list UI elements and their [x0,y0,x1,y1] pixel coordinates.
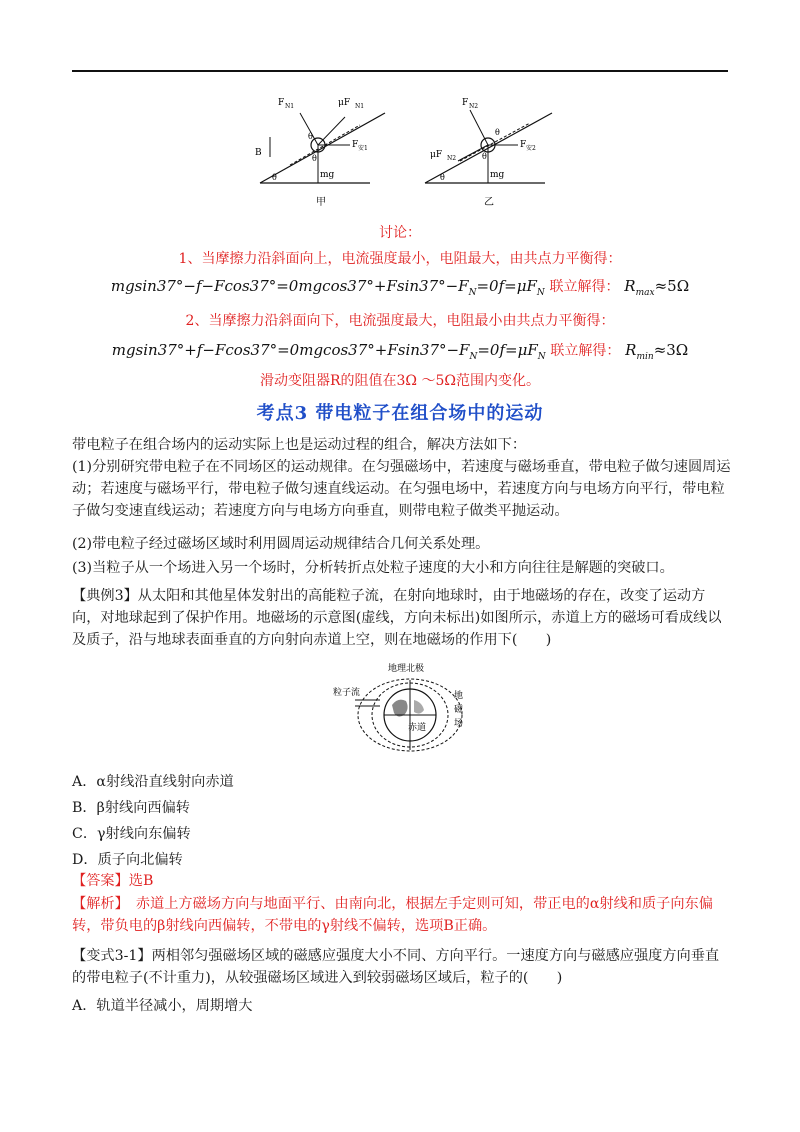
field-label-3: 场 [454,719,464,729]
answer-tag: 【答案】 [72,873,129,889]
fan2-sub: 安2 [526,145,536,152]
option-b: B．β射线向西偏转 [72,800,190,816]
fan1-sub: 安1 [358,145,368,152]
caption-yi: 乙 [484,197,494,208]
mg-yi: mg [490,170,505,180]
case2-result-val: ≈3Ω [653,341,689,359]
case1-equation [0,276,800,298]
fan1-label: F [352,140,359,150]
case2-eq-sub2: N [537,352,546,362]
case2-label: 2、当摩擦力沿斜面向下，电流强度最大，电阻最小由共点力平衡得： [185,313,615,329]
case1-result: R [624,277,636,295]
answer-line [72,870,153,890]
analysis-paragraph [72,893,732,937]
variant-option-a: A．轨道半径减小，周期增大 [72,998,253,1014]
equator-label: 赤道 [408,723,427,733]
theta-top-yi: θ [495,128,500,137]
mu1-label: μF [338,98,351,108]
fn1-label: F [278,98,285,108]
answer-text: 选B [128,873,154,889]
theta-mid-jia: θ [312,154,317,163]
case1-eq-main: mgsin37°−f−Fcos37°=0mgcos37°+Fsin37°−F [110,277,469,295]
case1-result-sub: max [635,288,655,298]
case2-result: R [625,341,637,359]
point-1: (1)分别研究带电粒子在不同场区的运动规律。在匀强磁场中，若速度与磁场垂直，带电粒子做匀速圆周运动；若速度与磁场平行，带电粒子做匀速直线运动。在匀强电场中，若速度方向与电场方向平行，带电粒子做匀变速直线运动；若速度方向与电场方向垂直，则带电粒子做类平抛运动。 [72,459,731,519]
north-pole-label: 地理北极 [388,664,425,674]
case1-eq-sub2: N [536,288,545,298]
theta-top-jia: θ [308,132,313,141]
b-label: B [255,148,262,158]
header-rule [72,70,728,72]
incline-figure-jia [250,95,390,210]
case1-label: 1、当摩擦力沿斜面向上，电流强度最小，电阻最大，由共点力平衡得： [178,251,622,267]
case2-eq-tail: =0f=μF [477,341,538,359]
fn2-sub: N2 [469,103,479,110]
case2-result-sub: min [636,352,654,362]
option-d: D．质子向北偏转 [72,852,183,868]
mu1-sub: N1 [355,103,365,110]
case2-eq-sub1: N [469,352,478,362]
fan2-label: F [520,140,527,150]
case1-eq-sub1: N [468,288,477,298]
mu2-sub: N2 [447,155,457,162]
theta-base-jia: θ [272,173,277,182]
fn2-label: F [462,98,469,108]
case2-join: 联立解得： [550,343,621,359]
field-label-1: 地 [454,691,464,701]
option-c: C．γ射线向东偏转 [72,826,191,842]
conclusion: 滑动变阻器R的阻值在3Ω ～5Ω范围内变化。 [259,373,541,389]
intro-paragraph: 带电粒子在组合场内的运动实际上也是运动过程的组合，解决方法如下： [72,437,527,453]
fn1-sub: N1 [285,103,295,110]
earth-magnetic-field-figure [330,660,480,758]
case2-equation [0,340,800,362]
case1-result-val: ≈5Ω [654,277,690,295]
particle-stream-label: 粒子流 [333,688,361,698]
field-label-2: 磁 [454,705,464,715]
point-3: (3)当粒子从一个场进入另一个场时，分析转折点处粒子速度的大小和方向往往是解题的突破口。 [72,560,674,576]
discussion-heading: 讨论： [379,225,421,241]
analysis-text: 赤道上方磁场方向与地面平行、由南向北，根据左手定则可知，带正电的α射线和质子向东偏转，带负电的β射线向西偏转，不带电的γ射线不偏转，选项B正确。 [72,896,713,934]
case1-eq-tail: =0f=μF [476,277,537,295]
section-title: 考点3 带电粒子在组合场中的运动 [256,403,544,424]
mu2-label: μF [430,150,443,160]
mg-jia: mg [320,170,335,180]
variant-3-1: 【变式3-1】两相邻匀强磁场区域的磁感应强度大小不同、方向平行。一速度方向与磁感应强度方向垂直的带电粒子(不计重力)，从较强磁场区域进入到较弱磁场区域后，粒子的( ) [72,948,720,986]
option-a: A．α射线沿直线射向赤道 [72,774,234,790]
incline-figure-yi [420,95,560,210]
example-3: 【典例3】从太阳和其他星体发射出的高能粒子流，在射向地球时，由于地磁场的存在，改变了运动方向，对地球起到了保护作用。地磁场的示意图(虚线，方向未标出)如图所示，赤道上方的磁场可看成线以及质子，沿与地球表面垂直的方向射向赤道上空，则在地磁场的作用下( ) [72,588,722,648]
case2-eq-main: mgsin37°+f−Fcos37°=0mgcos37°+Fsin37°−F [111,341,470,359]
point-2: (2)带电粒子经过磁场区域时利用圆周运动规律结合几何关系处理。 [72,536,490,552]
caption-jia: 甲 [316,197,326,208]
theta-mid-yi: θ [482,152,487,161]
analysis-tag: 【解析】 [72,896,122,912]
theta-base-yi: θ [440,173,445,182]
case1-join: 联立解得： [549,279,620,295]
